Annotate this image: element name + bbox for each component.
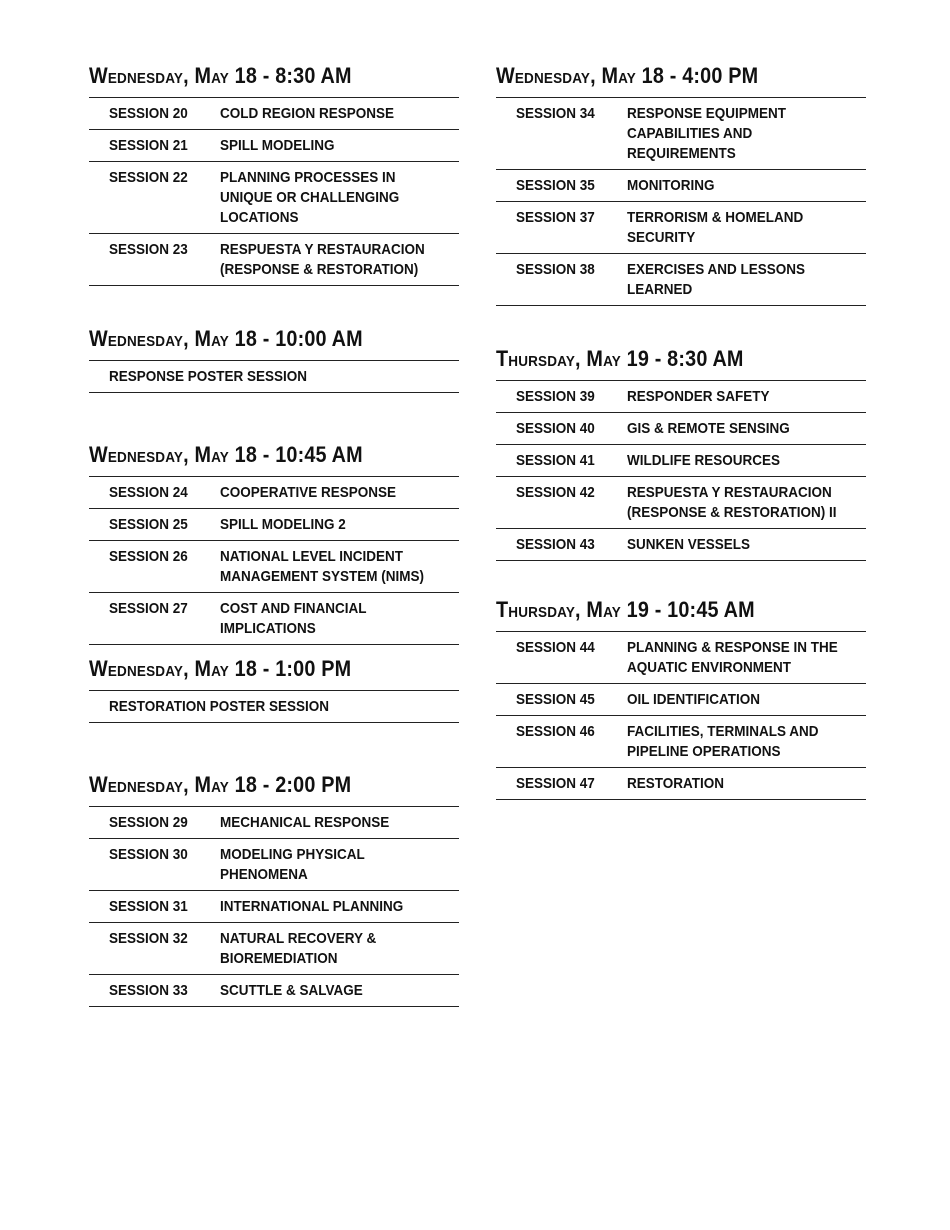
session-title: RESPONSE POSTER SESSION: [109, 368, 308, 385]
session-row: [496, 445, 866, 477]
session-row: [89, 975, 459, 1007]
schedule-block: [89, 61, 459, 286]
session-row: [89, 234, 459, 286]
schedule-block: [496, 344, 866, 561]
session-row: [496, 98, 866, 170]
session-number: SESSION 26: [109, 548, 188, 565]
session-number: SESSION 43: [516, 536, 595, 553]
session-title: RESTORATION: [627, 775, 725, 792]
session-number: SESSION 42: [516, 484, 595, 501]
session-title: INTERNATIONAL PLANNING: [220, 898, 404, 915]
session-number: SESSION 34: [516, 105, 595, 122]
session-row: [496, 716, 866, 768]
session-table: [496, 631, 866, 800]
session-number: SESSION 30: [109, 846, 188, 863]
session-title: COST AND FINANCIAL IMPLICATIONS: [220, 600, 367, 637]
session-number: SESSION 24: [109, 484, 188, 501]
session-row: [496, 254, 866, 306]
session-title: MECHANICAL RESPONSE: [220, 814, 390, 831]
session-number: SESSION 29: [109, 814, 188, 831]
schedule-block: [89, 324, 459, 393]
session-row: [89, 130, 459, 162]
session-number: SESSION 39: [516, 388, 595, 405]
time-slot-heading: Wednesday, May 18 - 1:00 PM: [89, 656, 352, 681]
session-title: COOPERATIVE RESPONSE: [220, 484, 397, 501]
session-title: PLANNING & RESPONSE IN THE AQUATIC ENVIRONMENT: [627, 639, 838, 676]
session-row: [89, 509, 459, 541]
session-number: SESSION 45: [516, 691, 595, 708]
session-title: FACILITIES, TERMINALS AND PIPELINE OPERATIONS: [627, 723, 819, 760]
session-title: RESPUESTA Y RESTAURACION (RESPONSE & RESTORATION): [220, 241, 425, 278]
session-number: SESSION 44: [516, 639, 595, 656]
time-slot-heading: Wednesday, May 18 - 10:00 AM: [89, 326, 363, 351]
session-title: COLD REGION RESPONSE: [220, 105, 395, 122]
session-number: SESSION 32: [109, 930, 188, 947]
session-number: SESSION 33: [109, 982, 188, 999]
session-number: SESSION 20: [109, 105, 188, 122]
session-title: NATURAL RECOVERY & BIOREMEDIATION: [220, 930, 377, 967]
session-row: [89, 361, 459, 393]
session-title: WILDLIFE RESOURCES: [627, 452, 781, 469]
session-number: SESSION 40: [516, 420, 595, 437]
session-number: SESSION 35: [516, 177, 595, 194]
session-row: [496, 768, 866, 800]
session-row: [89, 593, 459, 645]
session-row: [89, 807, 459, 839]
session-row: [496, 202, 866, 254]
session-row: [496, 381, 866, 413]
schedule-block: [496, 595, 866, 800]
session-row: [89, 839, 459, 891]
session-title: SCUTTLE & SALVAGE: [220, 982, 363, 999]
session-row: [89, 691, 459, 723]
session-table: [496, 380, 866, 561]
session-title: SUNKEN VESSELS: [627, 536, 751, 553]
session-title: MODELING PHYSICAL PHENOMENA: [220, 846, 365, 883]
session-table: [89, 360, 459, 393]
session-title: RESPUESTA Y RESTAURACION (RESPONSE & RESTORATION) II: [627, 484, 837, 521]
session-number: SESSION 22: [109, 169, 188, 186]
session-row: [89, 98, 459, 130]
time-slot-heading: Wednesday, May 18 - 10:45 AM: [89, 442, 363, 467]
session-number: SESSION 27: [109, 600, 188, 617]
session-row: [496, 684, 866, 716]
session-number: SESSION 41: [516, 452, 595, 469]
session-table: [89, 690, 459, 723]
session-row: [496, 632, 866, 684]
time-slot-heading: Wednesday, May 18 - 2:00 PM: [89, 772, 352, 797]
session-title: SPILL MODELING 2: [220, 516, 346, 533]
session-row: [89, 541, 459, 593]
session-title: EXERCISES AND LESSONS LEARNED: [627, 261, 806, 298]
session-row: [496, 529, 866, 561]
session-number: SESSION 46: [516, 723, 595, 740]
session-title: TERRORISM & HOMELAND SECURITY: [627, 209, 804, 246]
time-slot-heading: Thursday, May 19 - 10:45 AM: [496, 597, 755, 622]
session-row: [89, 891, 459, 923]
session-row: [89, 923, 459, 975]
session-title: RESPONDER SAFETY: [627, 388, 770, 405]
session-title: MONITORING: [627, 177, 715, 194]
session-number: SESSION 21: [109, 137, 188, 154]
session-row: [89, 162, 459, 234]
time-slot-heading: Thursday, May 19 - 8:30 AM: [496, 346, 744, 371]
session-table: [89, 806, 459, 1007]
session-title: PLANNING PROCESSES IN UNIQUE OR CHALLENGING LOCATIONS: [220, 169, 400, 226]
session-table: [89, 97, 459, 286]
session-title: RESTORATION POSTER SESSION: [109, 698, 330, 715]
session-number: SESSION 23: [109, 241, 188, 258]
session-title: GIS & REMOTE SENSING: [627, 420, 790, 437]
session-row: [496, 477, 866, 529]
session-table: [496, 97, 866, 306]
session-title: OIL IDENTIFICATION: [627, 691, 761, 708]
session-title: RESPONSE EQUIPMENT CAPABILITIES AND REQUIREMENTS: [627, 105, 787, 162]
session-row: [496, 413, 866, 445]
session-title: NATIONAL LEVEL INCIDENT MANAGEMENT SYSTEM (NIMS): [220, 548, 425, 585]
session-number: SESSION 37: [516, 209, 595, 226]
session-number: SESSION 38: [516, 261, 595, 278]
session-row: [496, 170, 866, 202]
schedule-block: [89, 440, 459, 645]
schedule-block: [89, 654, 459, 723]
session-number: SESSION 31: [109, 898, 188, 915]
session-title: SPILL MODELING: [220, 137, 335, 154]
session-number: SESSION 25: [109, 516, 188, 533]
session-table: [89, 476, 459, 645]
schedule-block: [89, 770, 459, 1007]
session-number: SESSION 47: [516, 775, 595, 792]
time-slot-heading: Wednesday, May 18 - 8:30 AM: [89, 63, 352, 88]
session-row: [89, 477, 459, 509]
schedule-block: [496, 61, 866, 306]
time-slot-heading: Wednesday, May 18 - 4:00 PM: [496, 63, 759, 88]
